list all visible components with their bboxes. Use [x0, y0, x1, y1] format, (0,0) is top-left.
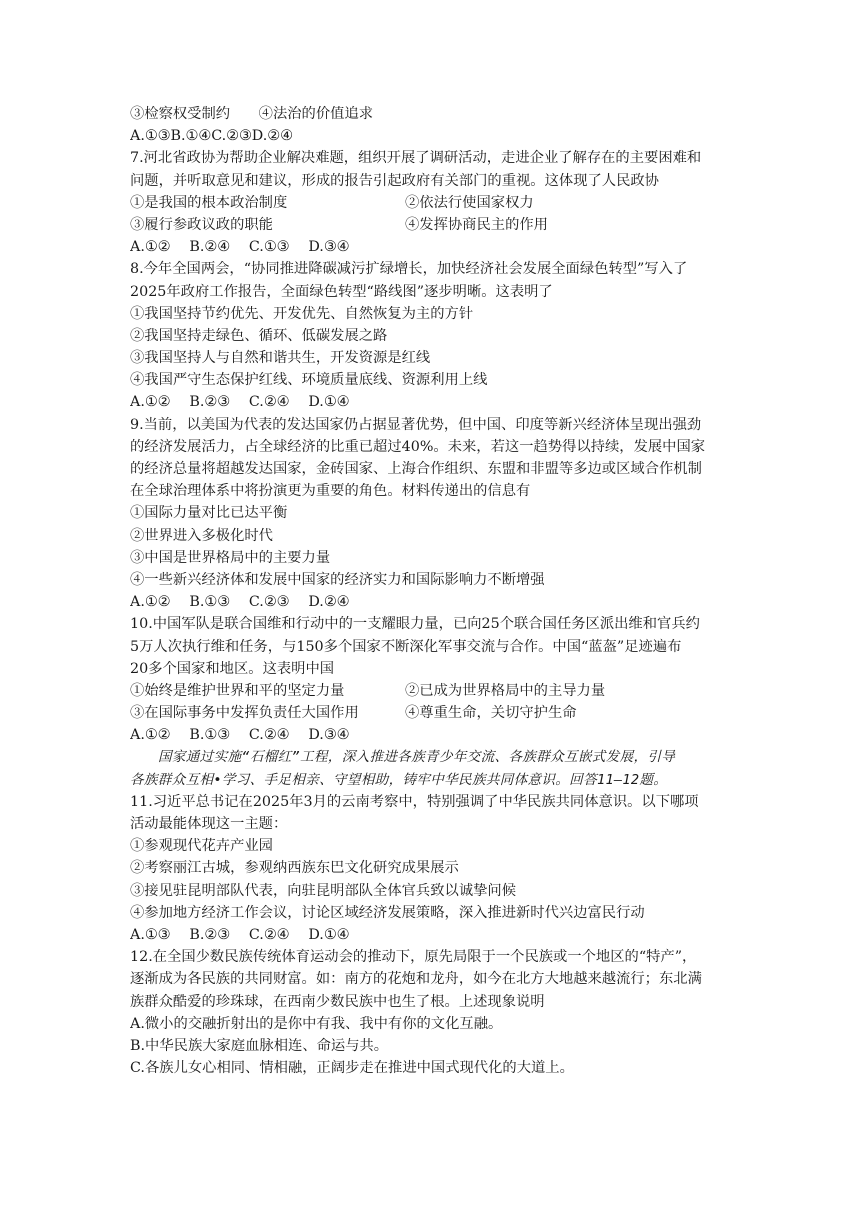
- q8-option: ③我国坚持人与自然和谐共生，开发资源是红线: [130, 350, 431, 367]
- q10-option-4: ④尊重生命，关切守护生命: [405, 705, 577, 722]
- q11-answers: A.①③ B.②③ C.②④ D.①④: [130, 926, 350, 943]
- q11-option: ③接见驻昆明部队代表，向驻昆明部队全体官兵致以诚挚问候: [130, 882, 517, 899]
- q12-option: B.中华民族大家庭血脉相连、命运与共。: [130, 1037, 389, 1054]
- q11-option: ①参观现代花卉产业园: [130, 838, 273, 855]
- q9-option: ②世界进入多极化时代: [130, 527, 273, 544]
- q11-option: ④参加地方经济工作会议，讨论区域经济发展策略，深入推进新时代兴边富民行动: [130, 904, 645, 921]
- q8-answers: A.①② B.②③ C.②④ D.①④: [130, 394, 350, 411]
- q12-stem-line: 族群众酷爱的珍珠球，在西南少数民族中也生了根。上述现象说明: [130, 993, 545, 1010]
- material-intro-line: 国家通过实施“石榴红”工程，深入推进各族青少年交流、各族群众互嵌式发展，引导: [158, 749, 676, 766]
- exam-page: [130, 103, 740, 1079]
- q9-stem-line: 9.当前，以美国为代表的发达国家仍占据显著优势，但中国、印度等新兴经济体呈现出强劲: [130, 416, 702, 433]
- material-intro-line: 各族群众互相•学习、手足相亲、守望相助，铸牢中华民族共同体意识。回答11—12题。: [130, 771, 668, 788]
- q12-stem-line: 逐渐成为各民族的共同财富。如：南方的花炮和龙舟，如今在北方大地越来越流行；东北满: [130, 971, 702, 988]
- q12-option: C.各族儿女心相同、情相融，正阔步走在推进中国式现代化的大道上。: [130, 1060, 574, 1077]
- q10-option-2: ②已成为世界格局中的主导力量: [405, 682, 606, 699]
- q7-stem-line: 问题，并听取意见和建议，形成的报告引起政府有关部门的重视。这体现了人民政协: [130, 172, 659, 189]
- q11-stem-line: 11.习近平总书记在2025年3月的云南考察中，特别强调了中华民族共同体意识。以下哪项: [130, 793, 699, 810]
- q8-option: ②我国坚持走绿色、循环、低碳发展之路: [130, 327, 388, 344]
- q9-option: ③中国是世界格局中的主要力量: [130, 549, 331, 566]
- q10-stem-line: 10.中国军队是联合国维和行动中的一支耀眼力量，已向25个联合国任务区派出维和官兵约: [130, 616, 700, 633]
- q9-option: ④一些新兴经济体和发展中国家的经济实力和国际影响力不断增强: [130, 571, 545, 588]
- q7-option-1: ①是我国的根本政治制度: [130, 194, 288, 211]
- q7-answers: A.①② B.②④ C.①③ D.③④: [130, 239, 350, 256]
- q6-answers: A.①③B.①④C.②③D.②④: [130, 128, 293, 145]
- q7-option-4: ④发挥协商民主的作用: [405, 216, 548, 233]
- q8-option: ①我国坚持节约优先、开发优先、自然恢复为主的方针: [130, 305, 474, 322]
- q7-options-row: [130, 214, 740, 236]
- q6-options: ③检察权受制约 ④法治的价值追求: [130, 106, 374, 122]
- q10-stem-line: 20多个国家和地区。这表明中国: [130, 660, 335, 677]
- q9-stem-line: 的经济总量将超越发达国家，金砖国家、上海合作组织、东盟和非盟等多边或区域合作机制: [130, 461, 702, 477]
- q11-option: ②考察丽江古城，参观纳西族东巴文化研究成果展示: [130, 860, 459, 877]
- q7-option-2: ②依法行使国家权力: [405, 194, 534, 211]
- q8-stem-line: 2025年政府工作报告，全面绿色转型“路线图”逐步明晰。这表明了: [130, 283, 553, 300]
- q10-option-3: ③在国际事务中发挥负责任大国作用: [130, 705, 359, 722]
- q8-option: ④我国严守生态保护红线、环境质量底线、资源利用上线: [130, 372, 488, 389]
- q10-answers: A.①② B.①③ C.②④ D.③④: [130, 727, 350, 744]
- q11-stem-line: 活动最能体现这一主题：: [130, 816, 288, 832]
- q10-options-row: [130, 702, 740, 724]
- q9-stem-line: 在全球治理体系中将扮演更为重要的角色。材料传递出的信息有: [130, 483, 531, 500]
- q7-option-3: ③履行参政议政的职能: [130, 216, 273, 233]
- q10-options-row: [130, 680, 740, 702]
- q12-stem-line: 12.在全国少数民族传统体育运动会的推动下，原先局限于一个民族或一个地区的“特产”，: [130, 949, 697, 966]
- q9-answers: A.①② B.①③ C.②③ D.②④: [130, 594, 350, 611]
- q7-stem-line: 7.河北省政协为帮助企业解决难题，组织开展了调研活动，走进企业了解存在的主要困难和: [130, 150, 702, 167]
- q12-option: A.微小的交融折射出的是你中有我、我中有你的文化互融。: [130, 1015, 503, 1032]
- q8-stem-line: 8.今年全国两会，“协同推进降碳减污扩绿增长，加快经济社会发展全面绿色转型”写入了: [130, 261, 688, 278]
- q9-stem-line: 的经济发展活力，占全球经济的比重已超过40%。未来，若这一趋势得以持续，发展中国家: [130, 438, 706, 455]
- q10-stem-line: 5万人次执行维和任务，与150多个国家不断深化军事交流与合作。中国“蓝盔”足迹遍布: [130, 638, 682, 655]
- q9-option: ①国际力量对比已达平衡: [130, 505, 288, 522]
- q10-option-1: ①始终是维护世界和平的坚定力量: [130, 682, 345, 699]
- q7-options-row: [130, 192, 740, 214]
